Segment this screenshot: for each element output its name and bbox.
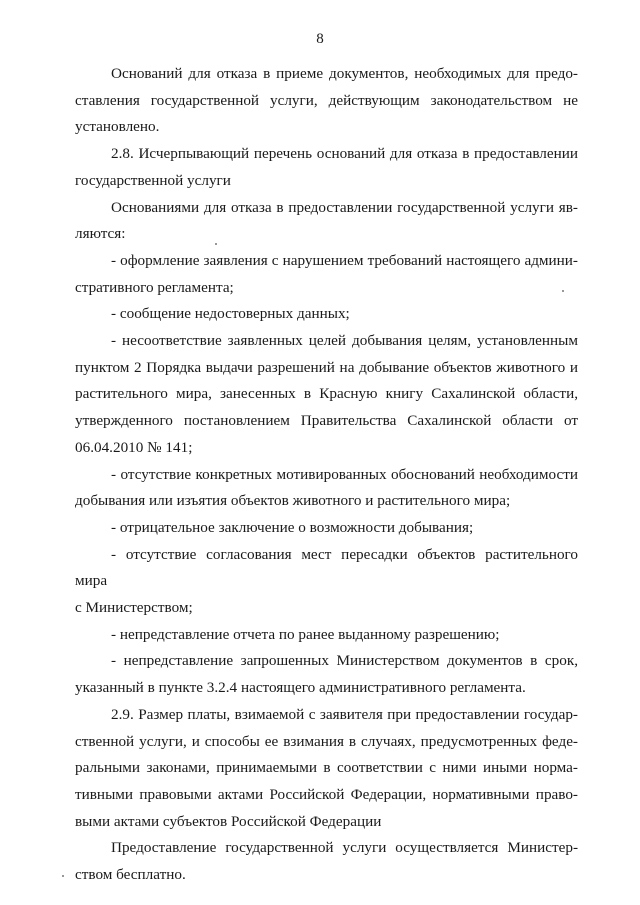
text-line: - непредставление запрошенных Министерством документов в срок, (111, 652, 578, 670)
text-line: Основаниями для отказа в предоставлении государственной услуги яв- (111, 198, 578, 216)
text-line: указанный в пункте 3.2.4 настоящего административного регламента. (75, 679, 526, 697)
text-line: стративного регламента; (75, 278, 234, 296)
paragraph (75, 702, 578, 836)
scan-speck (562, 290, 564, 292)
text-line: 2.8. Исчерпывающий перечень оснований для отказа в предоставлении (111, 145, 578, 163)
text-line: растительного мира, занесенных в Красную книгу Сахалинской области, (75, 385, 578, 403)
paragraph (75, 622, 578, 649)
text-line: Оснований для отказа в приеме документов, необходимых для предо- (111, 65, 578, 82)
text-line: ральными законами, принимаемыми в соответствии с ними иными норма- (75, 759, 578, 777)
text-line: утвержденного постановлением Правительства Сахалинской области от (75, 412, 578, 430)
paragraph (75, 462, 578, 515)
text-line: тивными правовыми актами Российской Федерации, нормативными право- (75, 785, 578, 803)
text-line: пунктом 2 Порядка выдачи разрешений на добывание объектов животного и (75, 358, 578, 376)
text-line: выми актами субъектов Российской Федерации (75, 812, 382, 830)
text-line: - отрицательное заключение о возможности добывания; (111, 518, 474, 536)
text-line: ляются: (75, 225, 126, 243)
paragraph (75, 248, 578, 301)
paragraph (75, 301, 578, 328)
paragraph (75, 515, 578, 542)
page-number: 8 (316, 31, 324, 47)
text-line: ственной услуги, и способы ее взимания в случаях, предусмотренных феде- (75, 732, 578, 750)
paragraph (75, 195, 578, 248)
paragraph (75, 542, 578, 622)
scan-speck (62, 875, 64, 877)
text-line: 2.9. Размер платы, взимаемой с заявителя при предоставлении государ- (111, 705, 578, 723)
text-line: - отсутствие согласования мест пересадки объектов растительного мира (75, 545, 578, 590)
text-line: с Министерством; (75, 599, 193, 617)
text-line: - сообщение недостоверных данных; (111, 305, 350, 323)
text-line: установлено. (75, 118, 160, 136)
text-line: добывания или изъятия объектов животного и растительного мира; (75, 492, 511, 510)
paragraph (75, 328, 578, 462)
text-line: - оформление заявления с нарушением требований настоящего админи- (111, 251, 578, 269)
paragraph (75, 648, 578, 701)
paragraph (75, 835, 578, 888)
text-line: Предоставление государственной услуги осуществляется Министер- (111, 839, 578, 857)
text-line: ставления государственной услуги, действующим законодательством не (75, 91, 578, 109)
document-body (75, 61, 578, 889)
text-line: - отсутствие конкретных мотивированных обоснований необходимости (111, 465, 578, 483)
text-line: - несоответствие заявленных целей добывания целям, установленным (111, 332, 578, 350)
text-line: - непредставление отчета по ранее выданному разрешению; (111, 625, 500, 643)
paragraph (75, 61, 578, 141)
scan-speck (215, 243, 217, 245)
text-line: 06.04.2010 № 141; (75, 438, 193, 456)
text-line: государственной услуги (75, 171, 231, 189)
paragraph (75, 141, 578, 194)
text-line: ством бесплатно. (75, 866, 186, 884)
